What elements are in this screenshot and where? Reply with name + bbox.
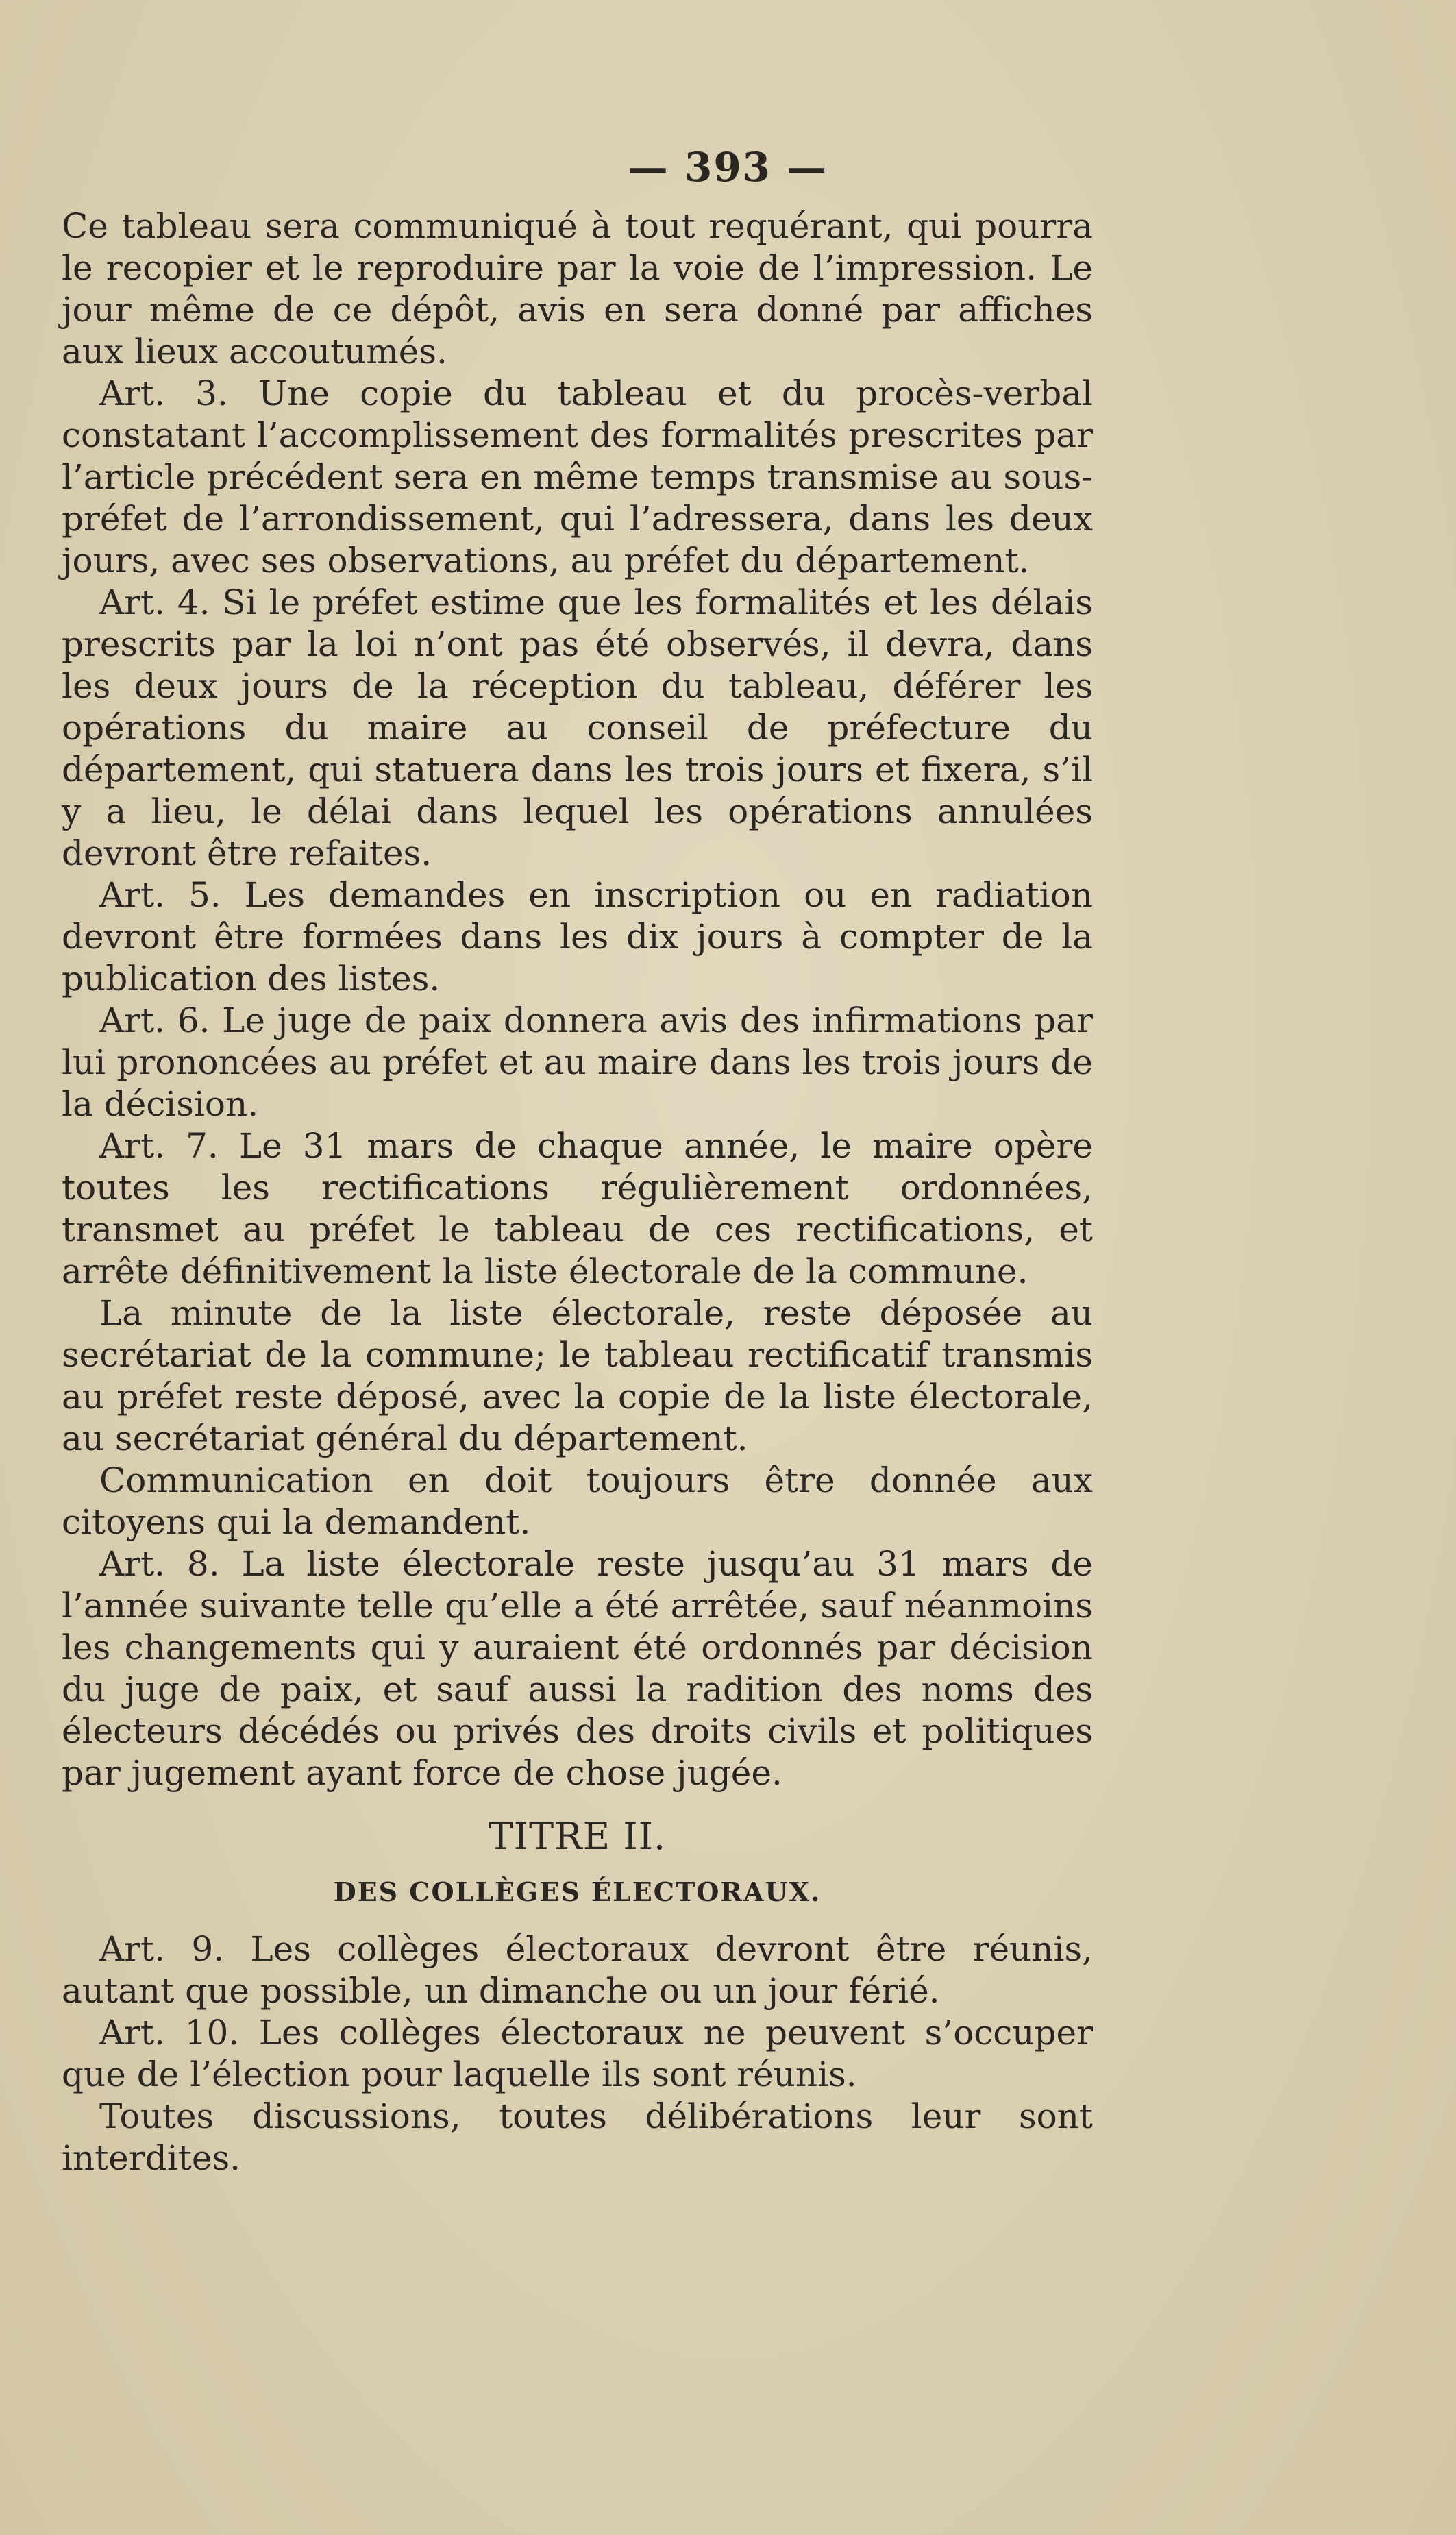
paragraph-article-3: Art. 3. Une copie du tableau et du procès-verbal constatant l’accomplissement des formalités prescrites par l’article précédent sera en même temps transmise au sous-préfet de l’arrondissement, qui l’adressera, dans les deux jours, avec ses observations, au préfet du département. (62, 373, 1093, 580)
paragraph-article-9: Art. 9. Les collèges électoraux devront être réunis, autant que possible, un dimanche ou un jour férié. (62, 1929, 1093, 2011)
paragraph-minute: La minute de la liste électorale, reste déposée au secrétariat de la commune; le tableau rectificatif transmis au préfet reste déposé, avec la copie de la liste électorale, au secrétariat général du département. (62, 1293, 1093, 1458)
paragraph-article-5: Art. 5. Les demandes en inscription ou en radiation devront être formées dans les dix jours à compter de la publication des listes. (62, 875, 1093, 999)
paragraph-article-6: Art. 6. Le juge de paix donnera avis des infirmations par lui prononcées au préfet et au maire dans les trois jours de la décision. (62, 1001, 1093, 1124)
section-title: TITRE II. (488, 1815, 667, 1858)
paragraph-article-4: Art. 4. Si le préfet estime que les formalités et les délais prescrits par la loi n’ont pas été observés, il devra, dans les deux jours de la réception du tableau, déférer les opérations du maire au conseil de préfecture du département, qui statuera dans les trois jours et fixera, s’il y a lieu, le délai dans lequel les opérations annulées devront être refaites. (62, 583, 1093, 873)
paragraph-article-10: Art. 10. Les collèges électoraux ne peuvent s’occuper que de l’élection pour laquelle ils sont réunis. (62, 2013, 1093, 2094)
paragraph-article-8: Art. 8. La liste électorale reste jusqu’au 31 mars de l’année suivante telle qu’elle a été arrêtée, sauf néanmoins les changements qui y auraient été ordonnés par décision du juge de paix, et sauf aussi la radition des noms des électeurs décédés ou privés des droits civils et politiques par jugement ayant force de chose jugée. (62, 1544, 1093, 1793)
page-number: — 393 — (628, 144, 828, 191)
section-subtitle: DES COLLÈGES ÉLECTORAUX. (333, 1876, 822, 1907)
paragraph-communication: Communication en doit toujours être donnée aux citoyens qui la demandent. (62, 1460, 1093, 1542)
paragraph-continuation: Ce tableau sera communiqué à tout requérant, qui pourra le recopier et le reproduire par la voie de l’impression. Le jour même de ce dépôt, avis en sera donné par affiches aux lieux accoutumés. (62, 206, 1093, 371)
body-text (62, 206, 1093, 2179)
paragraph-article-7: Art. 7. Le 31 mars de chaque année, le maire opère toutes les rectifications régulièrement ordonnées, transmet au préfet le tableau de ces rectifications, et arrête définitivement la liste électorale de la commune. (62, 1126, 1093, 1291)
paragraph-discussions: Toutes discussions, toutes délibérations leur sont interdites. (62, 2096, 1093, 2178)
